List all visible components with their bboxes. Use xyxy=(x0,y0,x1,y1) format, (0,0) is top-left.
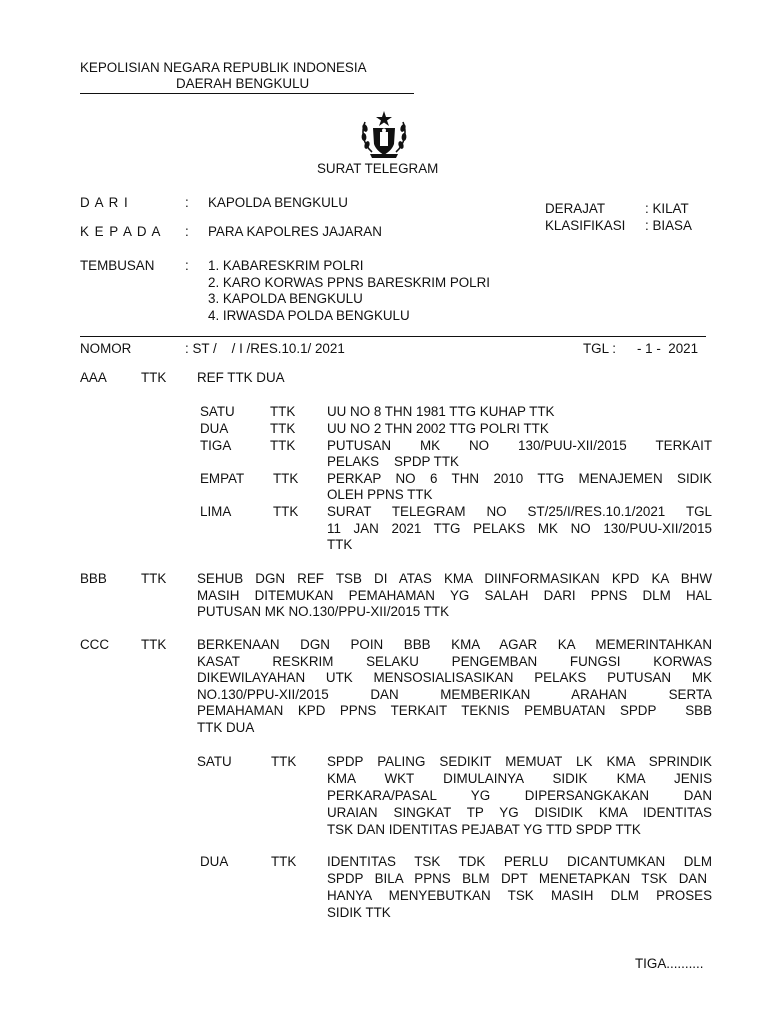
ref-text: PERKAP NO 6 THN 2010 TTG MENAJEMEN SIDIK xyxy=(327,471,712,486)
divider xyxy=(80,336,706,337)
ref-number: DUA xyxy=(200,421,229,436)
date-label: TGL : xyxy=(583,341,616,356)
section-text: PEMAHAMAN KPD PPNS TERKAIT TEKNIS PEMBUATAN SPDP SBB xyxy=(197,703,712,718)
ref-text: 11 JAN 2021 TTG PELAKS MK NO 130/PUU-XII/2015 xyxy=(327,521,712,536)
ref-number: EMPAT xyxy=(200,471,245,486)
section-code: CCC xyxy=(80,637,110,652)
section-ttk: TTK xyxy=(141,370,167,385)
ref-text: TTK xyxy=(327,537,353,552)
sub-text: TSK DAN IDENTITAS PEJABAT YG TTD SPDP TTK xyxy=(327,822,641,837)
section-text: SEHUB DGN REF TSB DI ATAS KMA DIINFORMASIKAN KPD KA BHW xyxy=(197,571,712,586)
section-text: MASIH DITEMUKAN PEMAHAMAN YG SALAH DARI PPNS DLM HAL xyxy=(197,588,712,603)
ref-text: OLEH PPNS TTK xyxy=(327,487,433,502)
number-value: : ST / / I /RES.10.1/ 2021 xyxy=(185,341,345,356)
cc-item: 1. KABARESKRIM POLRI xyxy=(208,258,364,273)
section-text: REF TTK DUA xyxy=(197,370,285,385)
ref-text: PUTUSAN MK NO 130/PUU-XII/2015 TERKAIT xyxy=(327,438,712,453)
ref-text: UU NO 2 THN 2002 TTG POLRI TTK xyxy=(327,421,549,436)
ref-ttk: TTK xyxy=(270,404,296,419)
sub-text: SPDP PALING SEDIKIT MEMUAT LK KMA SPRINDIK xyxy=(327,754,712,769)
section-text: DIKEWILAYAHAN UTK MENSOSIALISASIKAN PELAKS PUTUSAN MK xyxy=(197,670,712,685)
sub-text: IDENTITAS TSK TDK PERLU DICANTUMKAN DLM xyxy=(327,854,712,869)
ref-ttk: TTK xyxy=(270,438,296,453)
cc-item: 4. IRWASDA POLDA BENGKULU xyxy=(208,308,410,323)
classification-value: : BIASA xyxy=(645,218,692,233)
sub-text: PERKARA/PASAL YG DIPERSANGKAKAN DAN xyxy=(327,788,712,803)
ref-text: UU NO 8 THN 1981 TTG KUHAP TTK xyxy=(327,404,555,419)
section-text: KASAT RESKRIM SELAKU PENGEMBAN FUNGSI KORWAS xyxy=(197,654,712,669)
sub-text: SIDIK TTK xyxy=(327,905,391,920)
sub-number: SATU xyxy=(197,754,232,769)
section-text: PUTUSAN MK NO.130/PPU-XII/2015 TTK xyxy=(197,604,450,619)
ref-text: PELAKS SPDP TTK xyxy=(327,454,459,469)
degree-label: DERAJAT xyxy=(545,201,606,216)
number-label: NOMOR xyxy=(80,341,132,356)
sub-text: SPDP BILA PPNS BLM DPT MENETAPKAN TSK DAN xyxy=(327,871,707,886)
from-value: KAPOLDA BENGKULU xyxy=(208,195,348,210)
sub-number: DUA xyxy=(200,854,229,869)
section-code: AAA xyxy=(80,370,107,385)
to-value: PARA KAPOLRES JAJARAN xyxy=(208,224,382,239)
section-text: BERKENAAN DGN POIN BBB KMA AGAR KA MEMERINTAHKAN xyxy=(197,637,712,652)
to-colon: : xyxy=(185,224,189,239)
police-emblem-icon xyxy=(356,108,412,160)
sub-text: URAIAN SINGKAT TP YG DISIDIK KMA IDENTITAS xyxy=(327,805,712,820)
ref-text: SURAT TELEGRAM NO ST/25/I/RES.10.1/2021 TGL xyxy=(327,504,712,519)
ref-ttk: TTK xyxy=(270,421,296,436)
sub-ttk: TTK xyxy=(271,754,297,769)
sub-text: HANYA MENYEBUTKAN TSK MASIH DLM PROSES xyxy=(327,888,712,903)
cc-colon: : xyxy=(185,258,189,273)
to-label: K E P A D A xyxy=(80,224,162,239)
section-code: BBB xyxy=(80,571,107,586)
section-ttk: TTK xyxy=(141,571,167,586)
ref-ttk: TTK xyxy=(273,504,299,519)
sub-ttk: TTK xyxy=(271,854,297,869)
date-value: - 1 - 2021 xyxy=(637,341,699,356)
sub-text: KMA WKT DIMULAINYA SIDIK KMA JENIS xyxy=(327,771,712,786)
degree-value: : KILAT xyxy=(645,201,689,216)
cc-item: 3. KAPOLDA BENGKULU xyxy=(208,291,363,306)
continuation-marker: TIGA.......... xyxy=(635,956,704,971)
document-title: SURAT TELEGRAM xyxy=(317,161,439,176)
region-name: DAERAH BENGKULU xyxy=(176,76,310,91)
section-text: NO.130/PPU-XII/2015 DAN MEMBERIKAN ARAHAN SERTA xyxy=(197,687,712,702)
ref-number: TIGA xyxy=(200,438,232,453)
from-label: D A R I xyxy=(80,195,129,210)
cc-label: TEMBUSAN xyxy=(80,258,155,273)
cc-item: 2. KARO KORWAS PPNS BARESKRIM POLRI xyxy=(208,275,491,290)
organization-name: KEPOLISIAN NEGARA REPUBLIK INDONESIA xyxy=(80,60,367,75)
ref-ttk: TTK xyxy=(273,471,299,486)
classification-label: KLASIFIKASI xyxy=(545,218,626,233)
section-ttk: TTK xyxy=(141,637,167,652)
from-colon: : xyxy=(185,195,189,210)
header-underline xyxy=(80,93,414,94)
ref-number: SATU xyxy=(200,404,235,419)
section-text: TTK DUA xyxy=(197,720,255,735)
ref-number: LIMA xyxy=(200,504,232,519)
